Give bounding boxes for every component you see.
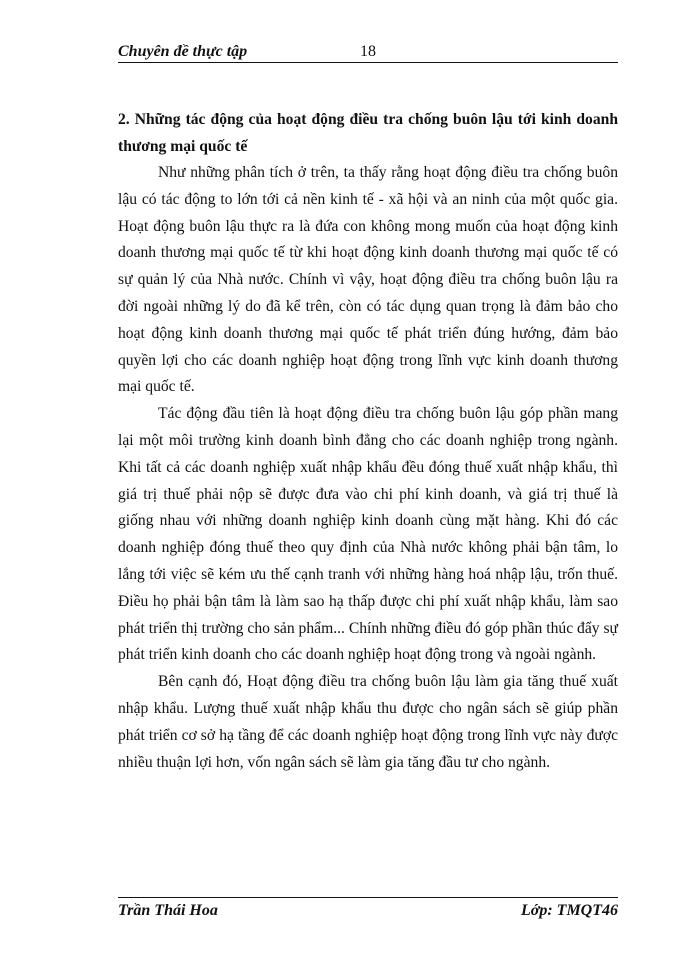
document-body — [118, 106, 618, 776]
footer-divider — [118, 897, 618, 898]
section-heading: 2. Những tác động của hoạt động điều tra chống buôn lậu tới kinh doanh thương mại quốc tế — [118, 111, 618, 155]
header-title: Chuyên đề thực tập — [118, 43, 248, 60]
paragraph-3: Bên cạnh đó, Hoạt động điều tra chống buôn lậu làm gia tăng thuế xuất nhập khẩu. Lượng thuế xuất nhập khẩu thu được cho ngân sách sẽ giúp phần phát triển cơ sở hạ tầng để các doanh nghiệp hoạt động trong lĩnh vực này được nhiều thuận lợi hơn, vốn ngân sách sẽ làm gia tăng đầu tư cho ngành. — [118, 673, 618, 771]
paragraph-1: Như những phân tích ở trên, ta thấy rằng hoạt động điều tra chống buôn lậu có tác động to lớn tới cả nền kinh tế - xã hội và an ninh của một quốc gia. Hoạt động buôn lậu thực ra là đứa con không mong muốn của hoạt động kinh doanh thương mại quốc tế từ khi hoạt động kinh doanh thương mại quốc tế có sự quản lý của Nhà nước. Chính vì vậy, hoạt động điều tra chống buôn lậu ra đời ngoài những lý do đã kể trên, còn có tác dụng quan trọng là đảm bảo cho hoạt động kinh doanh thương mại quốc tế phát triển đúng hướng, đảm bảo quyền lợi cho các doanh nghiệp hoạt động trong lĩnh vực kinh doanh thương mại quốc tế. — [118, 164, 618, 396]
paragraph-2: Tác động đầu tiên là hoạt động điều tra chống buôn lậu góp phần mang lại một môi trường kinh doanh bình đẳng cho các doanh nghiệp trong ngành. Khi tất cả các doanh nghiệp xuất nhập khẩu đều đóng thuế xuất nhập khẩu, thì giá trị thuế phải nộp sẽ được đưa vào chi phí kinh doanh, và giá trị thuế là giống nhau với những doanh nghiệp kinh doanh cùng mặt hàng. Khi đó các doanh nghiệp đóng thuế theo quy định của Nhà nước không phải bận tâm, lo lắng tới việc sẽ kém ưu thế cạnh tranh với những hàng hoá nhập lậu, trốn thuế. Điều họ phải bận tâm là làm sao hạ thấp được chi phí xuất nhập khẩu, làm sao phát triển thị trường cho sản phẩm... Chính những điều đó góp phần thúc đẩy sự phát triển kinh doanh cho các doanh nghiệp hoạt động trong và ngoài ngành. — [118, 405, 618, 664]
footer-author: Trần Thái Hoa — [118, 902, 218, 919]
footer-class: Lớp: TMQT46 — [520, 902, 618, 919]
page-header — [118, 43, 618, 63]
header-divider — [118, 62, 618, 63]
page-number: 18 — [360, 43, 376, 60]
